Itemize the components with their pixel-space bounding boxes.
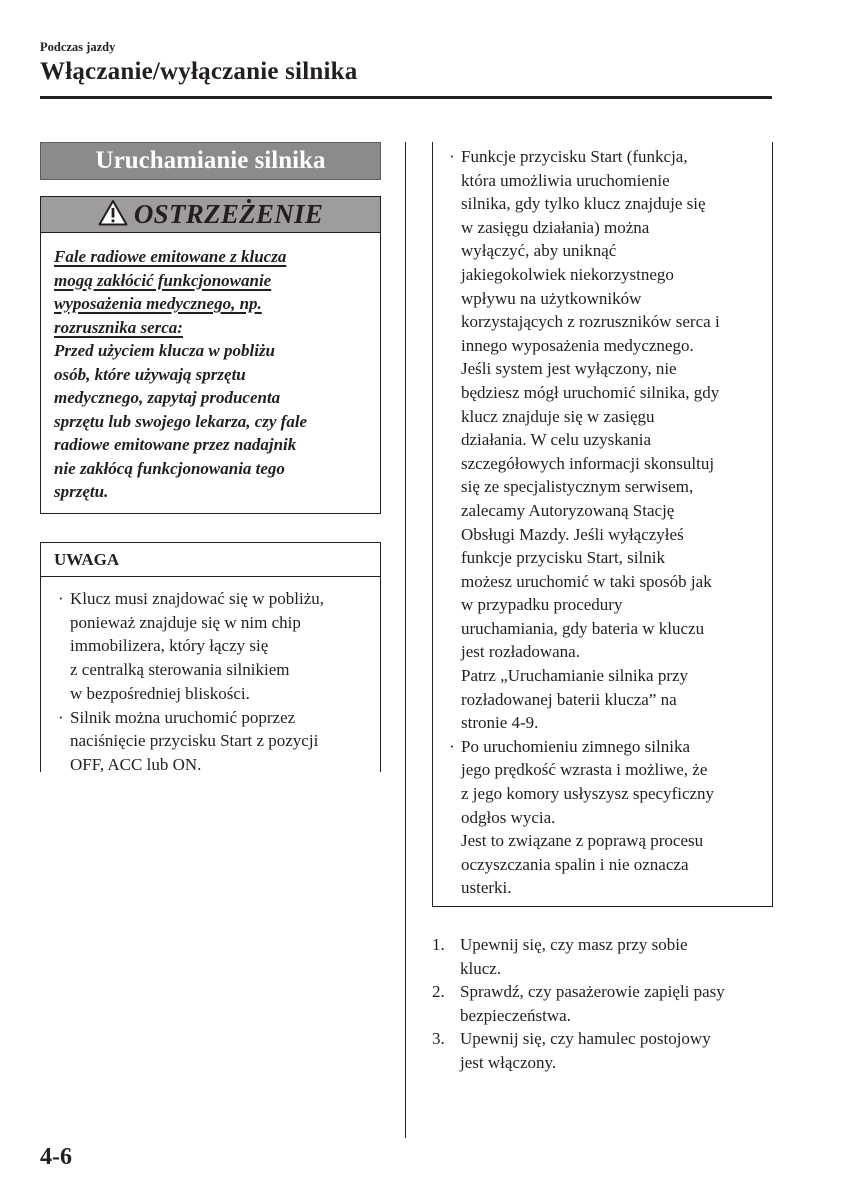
warning-text-line: Przed użyciem klucza w pobliżu [54, 341, 276, 360]
note-text-line: korzystających z rozruszników serca i [461, 312, 720, 332]
step-text-line: Sprawdź, czy pasażerowie zapięli pasy [460, 982, 725, 1002]
note-text-line: wyłączyć, aby uniknąć [461, 241, 617, 261]
step-text-line: klucz. [460, 958, 502, 978]
warning-text-line: sprzętu. [54, 482, 109, 501]
column-divider [405, 142, 406, 1138]
note-text-line: będziesz mógł uruchomić silnika, gdy [461, 382, 720, 402]
note-item [56, 706, 378, 777]
note-text-line: Patrz „Uruchamianie silnika przy [461, 666, 689, 686]
note-text-line: która umożliwia uruchomienie [461, 170, 670, 190]
bullet-dot: · [58, 707, 64, 727]
note-text-line: oczyszczania spalin i nie oznacza [461, 854, 689, 874]
page-number: 4-6 [40, 1144, 72, 1170]
note-text-line: z centralką sterowania silnikiem [70, 660, 290, 680]
section-header [40, 142, 381, 180]
note-text-line: Obsługi Mazdy. Jeśli wyłączyłeś [461, 524, 684, 544]
note-list-continued [447, 145, 769, 900]
note-text-line: wpływu na użytkowników [461, 288, 642, 308]
page-title: Włączanie/wyłączanie silnika [40, 58, 358, 85]
note-text-line: jest rozładowana. [461, 642, 580, 662]
note-text-line: uruchamiania, gdy bateria w kluczu [461, 618, 705, 638]
warning-title: OSTRZEŻENIE [133, 199, 324, 229]
step-text-line: bezpieczeństwa. [460, 1005, 571, 1025]
note-text-line: odgłos wycia. [461, 807, 556, 827]
note-list [56, 587, 378, 777]
warning-underlined-line: wyposażenia medycznego, np. [54, 294, 262, 313]
note-box-continued [432, 142, 773, 907]
note-text-line: Po uruchomieniu zimnego silnika [461, 736, 690, 756]
note-text-line: zalecamy Autoryzowaną Stację [461, 500, 675, 520]
warning-text-line: osób, które używają sprzętu [54, 364, 246, 384]
bullet-dot: · [449, 736, 455, 756]
warning-header [41, 197, 380, 233]
warning-triangle-icon [98, 199, 128, 231]
warning-body [54, 245, 374, 504]
note-text-line: jakiegokolwiek niekorzystnego [461, 264, 674, 284]
warning-underlined-line: mogą zakłócić funkcjonowanie [54, 270, 272, 290]
note-text-line: Silnik można uruchomić poprzez [70, 707, 296, 727]
note-text-line: Funkcje przycisku Start (funkcja, [461, 147, 688, 166]
step-item [432, 933, 772, 980]
note-text-line: Jeśli system jest wyłączony, nie [461, 359, 677, 379]
note-text-line: Klucz musi znajdować się w pobliżu, [70, 589, 324, 608]
warning-text-line: radiowe emitowane przez nadajnik [54, 435, 297, 454]
note-text-line: rozładowanej baterii klucza” na [461, 689, 677, 709]
note-text-line: możesz uruchomić w taki sposób jak [461, 571, 712, 591]
note-item [447, 735, 769, 900]
note-text-line: innego wyposażenia medycznego. [461, 335, 694, 355]
note-box [40, 542, 381, 772]
note-text-line: funkcje przycisku Start, silnik [461, 548, 665, 568]
step-number: 3. [432, 1029, 445, 1049]
warning-box [40, 196, 381, 514]
warning-underlined-line: rozrusznika serca: [54, 317, 183, 337]
note-item [56, 587, 378, 706]
warning-text-line: sprzętu lub swojego lekarza, czy fale [54, 411, 308, 431]
step-text-line: Upewnij się, czy hamulec postojowy [460, 1029, 711, 1049]
note-text-line: Jest to związane z poprawą procesu [461, 831, 704, 851]
note-text-line: stronie 4-9. [461, 713, 539, 733]
note-item [447, 145, 769, 735]
step-number: 2. [432, 982, 445, 1002]
note-text-line: usterki. [461, 878, 512, 898]
step-number: 1. [432, 935, 445, 954]
bullet-dot: · [58, 589, 64, 608]
note-text-line: ponieważ znajduje się w nim chip [70, 612, 301, 632]
breadcrumb: Podczas jazdy [40, 40, 116, 54]
note-text-line: działania. W celu uzyskania [461, 430, 652, 450]
note-text-line: jego prędkość wzrasta i możliwe, że [461, 760, 708, 780]
note-title: UWAGA [41, 543, 380, 577]
bullet-dot: · [449, 147, 455, 166]
step-text-line: Upewnij się, czy masz przy sobie [460, 935, 688, 954]
warning-text-line: nie zakłócą funkcjonowania tego [54, 458, 285, 478]
warning-text-line: medycznego, zapytaj producenta [54, 388, 281, 407]
steps-list [432, 933, 772, 1075]
title-divider [40, 96, 772, 99]
note-text-line: szczegółowych informacji skonsultuj [461, 453, 715, 473]
warning-underlined-line: Fale radiowe emitowane z klucza [54, 247, 287, 266]
step-item [432, 1027, 772, 1074]
note-text-line: w zasięgu działania) można [461, 217, 650, 237]
note-text-line: z jego komory usłyszysz specyficzny [461, 784, 715, 804]
note-text-line: w bezpośredniej bliskości. [70, 683, 250, 703]
step-text-line: jest włączony. [460, 1052, 557, 1072]
note-text-line: silnika, gdy tylko klucz znajduje się [461, 194, 706, 214]
note-text-line: klucz znajduje się w zasięgu [461, 406, 655, 426]
section-title: Uruchamianie silnika [95, 147, 326, 174]
note-text-line: OFF, ACC lub ON. [70, 754, 202, 774]
note-text-line: naciśnięcie przycisku Start z pozycji [70, 731, 319, 751]
note-text-line: się ze specjalistycznym serwisem, [461, 477, 694, 497]
note-text-line: w przypadku procedury [461, 595, 623, 615]
note-text-line: immobilizera, który łączy się [70, 636, 269, 656]
step-item [432, 980, 772, 1027]
